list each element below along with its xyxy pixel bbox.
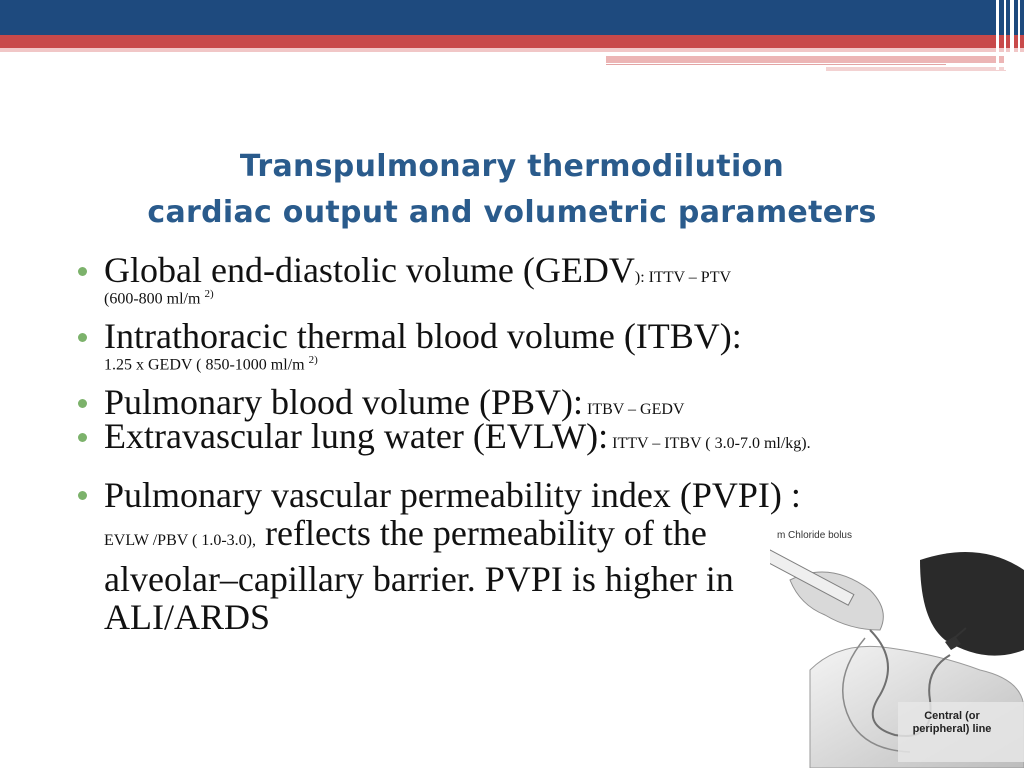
bullet-list [72, 252, 892, 636]
header-accent-line [606, 64, 946, 65]
slide-title [0, 144, 1024, 236]
bullet-pvpi [72, 476, 892, 636]
bullet-superscript: 2) [204, 288, 214, 300]
header-accent-bar-small [826, 67, 1006, 71]
label-central-line: Central (or peripheral) line [912, 710, 992, 735]
title-line-2: cardiac output and volumetric parameters [147, 195, 877, 230]
catheter-illustration [770, 520, 1024, 768]
bullet-dot-icon [78, 491, 87, 500]
bullet-main-text: Intrathoracic thermal blood volume (ITBV): [104, 316, 742, 356]
bullet-sub-text: ITTV – ITBV ( 3.0-7.0 ml/kg). [612, 435, 811, 452]
header-pink-band [0, 48, 1024, 52]
header-vertical-stripes [990, 0, 1024, 70]
title-line-1: Transpulmonary thermodilution [239, 149, 785, 184]
bullet-sub-text: ): ITTV – PTV [634, 269, 732, 286]
bullet-itbv [72, 318, 892, 384]
bullet-superscript: 2) [308, 354, 318, 366]
bullet-main-text: Pulmonary blood volume (PBV): [104, 382, 583, 422]
header-accent-bar [606, 56, 1006, 63]
bullet-gedv [72, 252, 892, 318]
label-bolus: m Chloride bolus [776, 530, 852, 541]
bullet-sub-text: 1.25 x GEDV ( 850-1000 ml/m [104, 356, 309, 374]
header-red-band [0, 35, 1024, 48]
bullet-sub-text: ITBV – GEDV [587, 401, 685, 418]
bullet-dot-icon [78, 333, 87, 342]
bullet-dot-icon [78, 433, 87, 442]
bullet-dot-icon [78, 399, 87, 408]
bullet-main-text: Pulmonary vascular permeability index (PVPI) : [104, 475, 801, 515]
bullet-main-text: reflects the permeability of the alveolar–capillary barrier. PVPI is higher in ALI/ARDS [104, 513, 734, 637]
header-navy-band [0, 0, 1024, 35]
bullet-pbv [72, 382, 892, 422]
bullet-evlw [72, 418, 892, 476]
bullet-dot-icon [78, 267, 87, 276]
bullet-main-text: Extravascular lung water (EVLW): [104, 416, 609, 456]
bullet-main-text: Global end-diastolic volume (GEDV [104, 250, 635, 290]
bullet-sub-text: (600-800 ml/m [104, 290, 205, 308]
bullet-sub-text: EVLW /PBV ( 1.0-3.0), [104, 532, 256, 549]
